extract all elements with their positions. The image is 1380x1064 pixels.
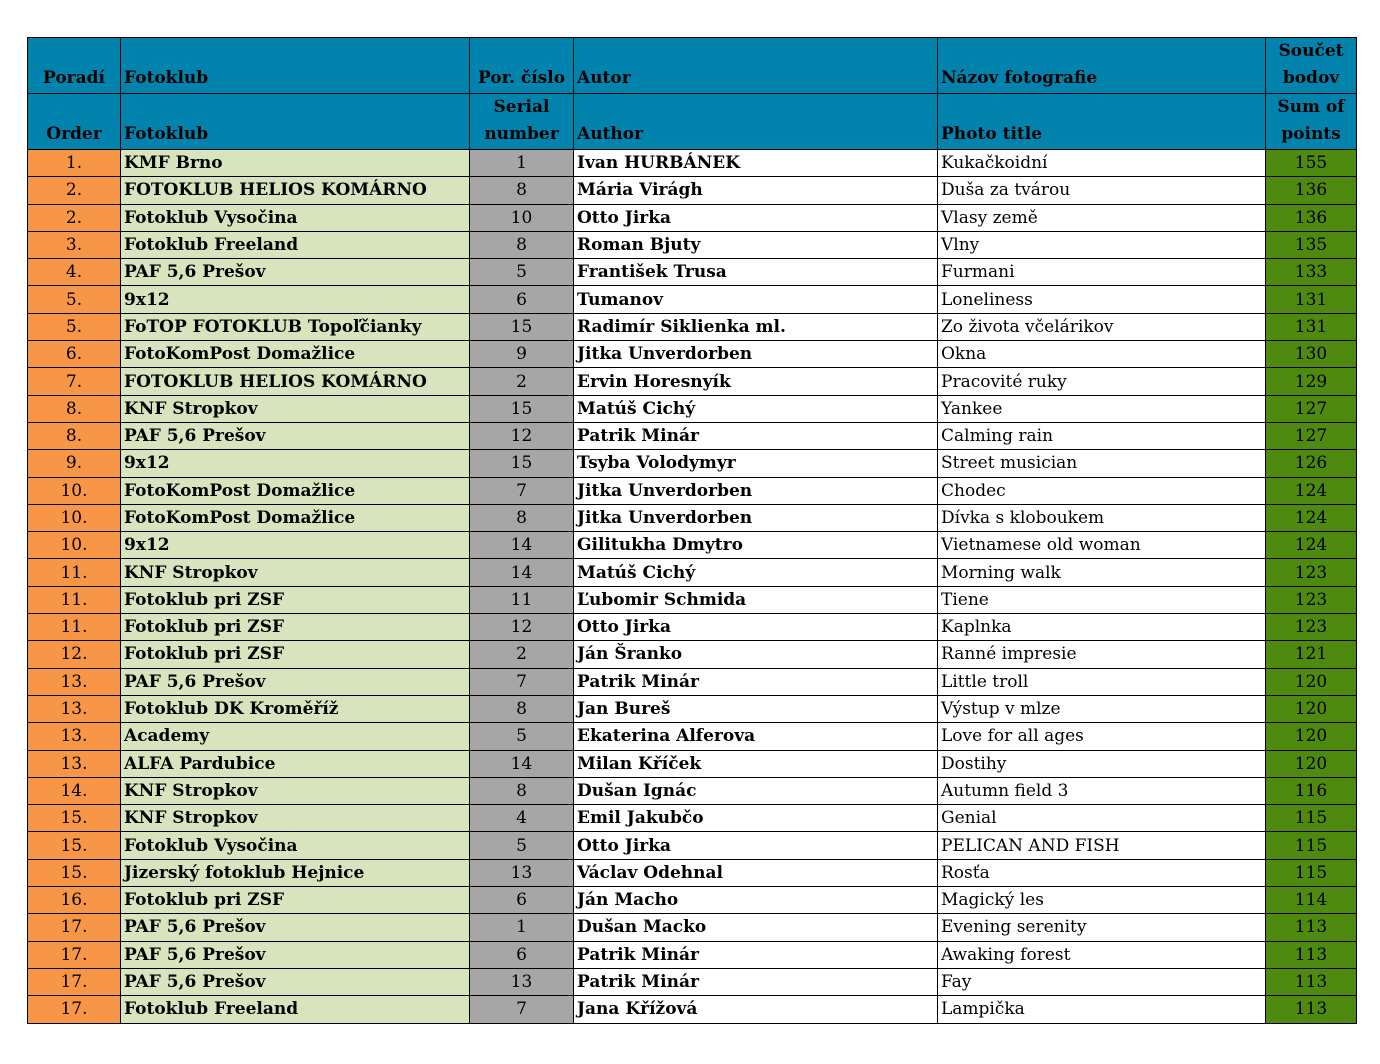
photo-title-cell: Pracovité ruky	[938, 368, 1266, 395]
photo-title-cell: Vlasy země	[938, 204, 1266, 231]
header-sum-en	[1266, 94, 1357, 150]
serial-number-cell: 11	[470, 586, 574, 613]
club-cell: Fotoklub pri ZSF	[121, 641, 470, 668]
serial-number-cell: 15	[470, 395, 574, 422]
club-cell: 9x12	[121, 532, 470, 559]
table-row	[28, 750, 1357, 777]
order-cell: 17.	[28, 968, 121, 995]
author-cell: Ivan HURBÁNEK	[574, 150, 938, 177]
club-cell: ALFA Pardubice	[121, 750, 470, 777]
table-row	[28, 231, 1357, 258]
serial-number-cell: 10	[470, 204, 574, 231]
serial-number-cell: 9	[470, 341, 574, 368]
table-row	[28, 914, 1357, 941]
table-row	[28, 477, 1357, 504]
club-cell: PAF 5,6 Prešov	[121, 968, 470, 995]
author-cell: Otto Jirka	[574, 204, 938, 231]
serial-number-cell: 7	[470, 996, 574, 1023]
points-cell: 115	[1266, 859, 1357, 886]
serial-number-cell: 8	[470, 177, 574, 204]
photo-title-cell: Ranné impresie	[938, 641, 1266, 668]
club-cell: Fotoklub DK Kroměříž	[121, 695, 470, 722]
points-cell: 120	[1266, 668, 1357, 695]
photo-title-cell: Dostihy	[938, 750, 1266, 777]
serial-number-cell: 4	[470, 805, 574, 832]
club-cell: FotoKomPost Domažlice	[121, 504, 470, 531]
author-cell: Jitka Unverdorben	[574, 341, 938, 368]
order-cell: 4.	[28, 259, 121, 286]
club-cell: Fotoklub Vysočina	[121, 832, 470, 859]
club-cell: PAF 5,6 Prešov	[121, 941, 470, 968]
table-row	[28, 559, 1357, 586]
header-order-en: Order	[28, 94, 121, 150]
club-cell: Fotoklub Freeland	[121, 996, 470, 1023]
order-cell: 2.	[28, 177, 121, 204]
order-cell: 10.	[28, 532, 121, 559]
table-header	[28, 38, 1357, 150]
table-row	[28, 887, 1357, 914]
serial-number-cell: 6	[470, 941, 574, 968]
author-cell: Gilitukha Dmytro	[574, 532, 938, 559]
table-row	[28, 341, 1357, 368]
points-cell: 135	[1266, 231, 1357, 258]
order-cell: 17.	[28, 914, 121, 941]
order-cell: 11.	[28, 614, 121, 641]
author-cell: Tsyba Volodymyr	[574, 450, 938, 477]
order-cell: 5.	[28, 313, 121, 340]
club-cell: PAF 5,6 Prešov	[121, 259, 470, 286]
order-cell: 13.	[28, 668, 121, 695]
club-cell: PAF 5,6 Prešov	[121, 422, 470, 449]
points-cell: 113	[1266, 996, 1357, 1023]
order-cell: 16.	[28, 887, 121, 914]
serial-number-cell: 8	[470, 777, 574, 804]
author-cell: Mária Virágh	[574, 177, 938, 204]
author-cell: Ekaterina Alferova	[574, 723, 938, 750]
photo-title-cell: Magický les	[938, 887, 1266, 914]
table-row	[28, 259, 1357, 286]
club-cell: FotoKomPost Domažlice	[121, 341, 470, 368]
photo-title-cell: Fay	[938, 968, 1266, 995]
serial-number-cell: 14	[470, 750, 574, 777]
points-cell: 113	[1266, 941, 1357, 968]
serial-number-cell: 2	[470, 368, 574, 395]
order-cell: 11.	[28, 559, 121, 586]
order-cell: 10.	[28, 504, 121, 531]
order-cell: 13.	[28, 695, 121, 722]
club-cell: PAF 5,6 Prešov	[121, 668, 470, 695]
table-row	[28, 286, 1357, 313]
table-row	[28, 832, 1357, 859]
author-cell: Jitka Unverdorben	[574, 504, 938, 531]
serial-number-cell: 6	[470, 887, 574, 914]
photo-title-cell: Autumn field 3	[938, 777, 1266, 804]
photo-title-cell: Loneliness	[938, 286, 1266, 313]
serial-number-cell: 2	[470, 641, 574, 668]
points-cell: 131	[1266, 313, 1357, 340]
serial-number-cell: 14	[470, 559, 574, 586]
results-table	[27, 37, 1357, 1024]
club-cell: FotoKomPost Domažlice	[121, 477, 470, 504]
author-cell: Otto Jirka	[574, 832, 938, 859]
serial-number-cell: 6	[470, 286, 574, 313]
photo-title-cell: Chodec	[938, 477, 1266, 504]
club-cell: Fotoklub Freeland	[121, 231, 470, 258]
serial-number-cell: 7	[470, 477, 574, 504]
club-cell: KNF Stropkov	[121, 559, 470, 586]
club-cell: Fotoklub Vysočina	[121, 204, 470, 231]
author-cell: Dušan Ignác	[574, 777, 938, 804]
photo-title-cell: Kaplnka	[938, 614, 1266, 641]
photo-title-cell: Zo života včelárikov	[938, 313, 1266, 340]
author-cell: Milan Kříček	[574, 750, 938, 777]
author-cell: Ján Macho	[574, 887, 938, 914]
order-cell: 15.	[28, 832, 121, 859]
points-cell: 120	[1266, 695, 1357, 722]
author-cell: Matúš Cichý	[574, 395, 938, 422]
points-cell: 129	[1266, 368, 1357, 395]
table-row	[28, 532, 1357, 559]
points-cell: 120	[1266, 723, 1357, 750]
photo-title-cell: Genial	[938, 805, 1266, 832]
photo-title-cell: Duša za tvárou	[938, 177, 1266, 204]
photo-title-cell: PELICAN AND FISH	[938, 832, 1266, 859]
table-row	[28, 859, 1357, 886]
header-club-en: Fotoklub	[121, 94, 470, 150]
photo-title-cell: Vlny	[938, 231, 1266, 258]
points-cell: 127	[1266, 395, 1357, 422]
author-cell: Dušan Macko	[574, 914, 938, 941]
table-row	[28, 422, 1357, 449]
photo-title-cell: Little troll	[938, 668, 1266, 695]
points-cell: 120	[1266, 750, 1357, 777]
club-cell: 9x12	[121, 286, 470, 313]
points-cell: 123	[1266, 586, 1357, 613]
club-cell: Fotoklub pri ZSF	[121, 887, 470, 914]
serial-number-cell: 1	[470, 914, 574, 941]
table-row	[28, 996, 1357, 1023]
serial-number-cell: 15	[470, 450, 574, 477]
order-cell: 14.	[28, 777, 121, 804]
serial-number-cell: 13	[470, 859, 574, 886]
author-cell: Patrik Minár	[574, 668, 938, 695]
points-cell: 127	[1266, 422, 1357, 449]
points-cell: 123	[1266, 614, 1357, 641]
author-cell: Matúš Cichý	[574, 559, 938, 586]
club-cell: Academy	[121, 723, 470, 750]
photo-title-cell: Tiene	[938, 586, 1266, 613]
table-row	[28, 668, 1357, 695]
table-row	[28, 641, 1357, 668]
order-cell: 12.	[28, 641, 121, 668]
photo-title-cell: Street musician	[938, 450, 1266, 477]
serial-number-cell: 5	[470, 723, 574, 750]
order-cell: 8.	[28, 395, 121, 422]
club-cell: KNF Stropkov	[121, 777, 470, 804]
photo-title-cell: Yankee	[938, 395, 1266, 422]
table-row	[28, 614, 1357, 641]
order-cell: 11.	[28, 586, 121, 613]
points-cell: 123	[1266, 559, 1357, 586]
table-body	[28, 150, 1357, 1024]
club-cell: Jizerský fotoklub Hejnice	[121, 859, 470, 886]
points-cell: 124	[1266, 477, 1357, 504]
author-cell: Ján Šranko	[574, 641, 938, 668]
club-cell: KMF Brno	[121, 150, 470, 177]
author-cell: Jan Bureš	[574, 695, 938, 722]
serial-number-cell: 8	[470, 695, 574, 722]
header-row-czech	[28, 38, 1357, 94]
serial-number-cell: 14	[470, 532, 574, 559]
club-cell: PAF 5,6 Prešov	[121, 914, 470, 941]
photo-title-cell: Furmani	[938, 259, 1266, 286]
header-title-en: Photo title	[938, 94, 1266, 150]
header-number-en-line1: Serial	[493, 97, 550, 117]
serial-number-cell: 5	[470, 259, 574, 286]
author-cell: Patrik Minár	[574, 968, 938, 995]
header-author-en: Author	[574, 94, 938, 150]
photo-title-cell: Evening serenity	[938, 914, 1266, 941]
club-cell: FoTOP FOTOKLUB Topoľčianky	[121, 313, 470, 340]
table-row	[28, 504, 1357, 531]
photo-title-cell: Výstup v mlze	[938, 695, 1266, 722]
order-cell: 17.	[28, 941, 121, 968]
author-cell: Jitka Unverdorben	[574, 477, 938, 504]
table-row	[28, 368, 1357, 395]
order-cell: 2.	[28, 204, 121, 231]
order-cell: 1.	[28, 150, 121, 177]
points-cell: 115	[1266, 832, 1357, 859]
photo-title-cell: Kukačkoidní	[938, 150, 1266, 177]
author-cell: Radimír Siklienka ml.	[574, 313, 938, 340]
serial-number-cell: 12	[470, 422, 574, 449]
author-cell: Patrik Minár	[574, 422, 938, 449]
author-cell: Roman Bjuty	[574, 231, 938, 258]
table-row	[28, 313, 1357, 340]
points-cell: 124	[1266, 532, 1357, 559]
header-title-cz: Názov fotografie	[938, 38, 1266, 94]
points-cell: 113	[1266, 914, 1357, 941]
points-cell: 133	[1266, 259, 1357, 286]
table-row	[28, 695, 1357, 722]
order-cell: 8.	[28, 422, 121, 449]
author-cell: Ervin Horesnyík	[574, 368, 938, 395]
header-order-cz: Poradí	[28, 38, 121, 94]
author-cell: Emil Jakubčo	[574, 805, 938, 832]
club-cell: 9x12	[121, 450, 470, 477]
points-cell: 115	[1266, 805, 1357, 832]
table-row	[28, 805, 1357, 832]
table-row	[28, 150, 1357, 177]
club-cell: KNF Stropkov	[121, 805, 470, 832]
table-row	[28, 177, 1357, 204]
table-row	[28, 941, 1357, 968]
header-number-en	[470, 94, 574, 150]
author-cell: Otto Jirka	[574, 614, 938, 641]
photo-title-cell: Dívka s kloboukem	[938, 504, 1266, 531]
order-cell: 9.	[28, 450, 121, 477]
photo-title-cell: Vietnamese old woman	[938, 532, 1266, 559]
order-cell: 13.	[28, 750, 121, 777]
points-cell: 116	[1266, 777, 1357, 804]
club-cell: Fotoklub pri ZSF	[121, 614, 470, 641]
header-sum-en-line1: Sum of	[1277, 97, 1345, 117]
points-cell: 121	[1266, 641, 1357, 668]
header-sum-cz-line2: bodov	[1282, 68, 1340, 88]
header-sum-en-line2: points	[1281, 124, 1341, 144]
points-cell: 113	[1266, 968, 1357, 995]
header-author-cz: Autor	[574, 38, 938, 94]
serial-number-cell: 8	[470, 231, 574, 258]
order-cell: 10.	[28, 477, 121, 504]
photo-title-cell: Calming rain	[938, 422, 1266, 449]
serial-number-cell: 13	[470, 968, 574, 995]
table-row	[28, 450, 1357, 477]
serial-number-cell: 15	[470, 313, 574, 340]
serial-number-cell: 8	[470, 504, 574, 531]
club-cell: FOTOKLUB HELIOS KOMÁRNO	[121, 368, 470, 395]
order-cell: 15.	[28, 805, 121, 832]
author-cell: Ľubomir Schmida	[574, 586, 938, 613]
order-cell: 13.	[28, 723, 121, 750]
table-row	[28, 723, 1357, 750]
order-cell: 17.	[28, 996, 121, 1023]
header-club-cz: Fotoklub	[121, 38, 470, 94]
serial-number-cell: 12	[470, 614, 574, 641]
table-row	[28, 204, 1357, 231]
points-cell: 136	[1266, 177, 1357, 204]
order-cell: 6.	[28, 341, 121, 368]
photo-title-cell: Morning walk	[938, 559, 1266, 586]
results-sheet	[27, 37, 1356, 1024]
photo-title-cell: Love for all ages	[938, 723, 1266, 750]
photo-title-cell: Lampička	[938, 996, 1266, 1023]
club-cell: KNF Stropkov	[121, 395, 470, 422]
club-cell: FOTOKLUB HELIOS KOMÁRNO	[121, 177, 470, 204]
table-row	[28, 777, 1357, 804]
serial-number-cell: 1	[470, 150, 574, 177]
header-sum-cz-line1: Součet	[1278, 41, 1344, 61]
author-cell: Václav Odehnal	[574, 859, 938, 886]
header-sum-cz	[1266, 38, 1357, 94]
order-cell: 15.	[28, 859, 121, 886]
club-cell: Fotoklub pri ZSF	[121, 586, 470, 613]
points-cell: 131	[1266, 286, 1357, 313]
points-cell: 136	[1266, 204, 1357, 231]
serial-number-cell: 7	[470, 668, 574, 695]
order-cell: 5.	[28, 286, 121, 313]
author-cell: Jana Křížová	[574, 996, 938, 1023]
order-cell: 3.	[28, 231, 121, 258]
author-cell: Tumanov	[574, 286, 938, 313]
table-row	[28, 968, 1357, 995]
header-number-cz: Por. číslo	[470, 38, 574, 94]
serial-number-cell: 5	[470, 832, 574, 859]
points-cell: 126	[1266, 450, 1357, 477]
points-cell: 155	[1266, 150, 1357, 177]
table-row	[28, 586, 1357, 613]
author-cell: František Trusa	[574, 259, 938, 286]
points-cell: 114	[1266, 887, 1357, 914]
points-cell: 124	[1266, 504, 1357, 531]
photo-title-cell: Rosťa	[938, 859, 1266, 886]
points-cell: 130	[1266, 341, 1357, 368]
photo-title-cell: Okna	[938, 341, 1266, 368]
order-cell: 7.	[28, 368, 121, 395]
author-cell: Patrik Minár	[574, 941, 938, 968]
header-row-english	[28, 94, 1357, 150]
table-row	[28, 395, 1357, 422]
header-number-en-line2: number	[484, 124, 559, 144]
photo-title-cell: Awaking forest	[938, 941, 1266, 968]
